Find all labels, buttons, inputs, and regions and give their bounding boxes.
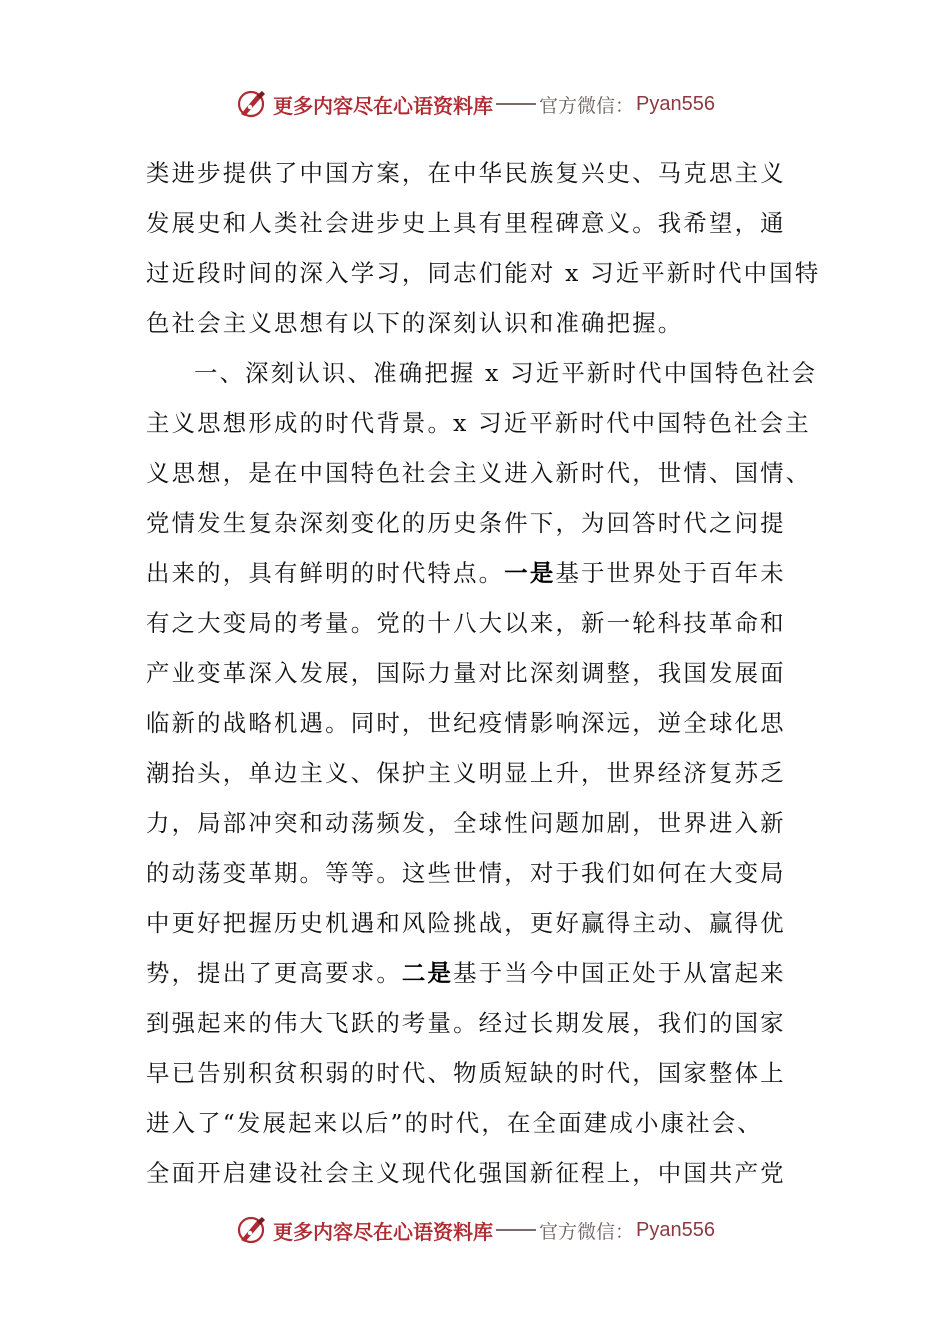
watermark-dash: [496, 103, 536, 105]
text-line: 色社会主义思想有以下的深刻认识和准确把握。: [146, 309, 684, 337]
header-watermark: [0, 84, 950, 124]
watermark-label: 官方微信：: [539, 94, 635, 117]
watermark-label: 官方微信：: [539, 1220, 635, 1243]
watermark-dash: [496, 1229, 536, 1231]
footer-watermark: [0, 1210, 950, 1250]
emphasis-first: 一是: [504, 559, 556, 587]
emphasis-second: 二是: [401, 959, 454, 987]
text-line: [146, 548, 806, 598]
text-line: 义思想，是在中国特色社会主义进入新时代，世情、国情、: [146, 459, 812, 487]
text-line: 全面开启建设社会主义现代化强国新征程上，中国共产党: [146, 1159, 786, 1187]
text-line: [146, 948, 806, 998]
text-line: 主义思想形成的时代背景。x 习近平新时代中国特色社会主: [146, 409, 811, 437]
text-line: 过近段时间的深入学习，同志们能对 x 习近平新时代中国特: [146, 259, 821, 287]
text-line: 产业变革深入发展，国际力量对比深刻调整，我国发展面: [146, 659, 786, 687]
pen-circle-logo-icon: [235, 1213, 269, 1247]
section-heading-line: 一、深刻认识、准确把握 x 习近平新时代中国特色社会: [194, 359, 818, 387]
text-line: 发展史和人类社会进步史上具有里程碑意义。我希望，通: [146, 209, 786, 237]
text-segment: 出来的，具有鲜明的时代特点。: [146, 559, 505, 587]
text-line: 中更好把握历史机遇和风险挑战，更好赢得主动、赢得优: [146, 909, 786, 937]
text-line: 力，局部冲突和动荡频发，全球性问题加剧，世界进入新: [146, 809, 786, 837]
text-segment: 基于世界处于百年未: [555, 559, 786, 587]
watermark-wechat-id: Pyan556: [636, 92, 715, 115]
pen-circle-logo-icon: [235, 87, 269, 121]
document-body: [146, 148, 821, 1198]
text-segment: 基于当今中国正处于从富起来: [453, 959, 786, 987]
watermark-brand: 更多内容尽在心语资料库: [273, 1219, 493, 1244]
text-line: 类进步提供了中国方案，在中华民族复兴史、马克思主义: [146, 159, 786, 187]
text-line: 临新的战略机遇。同时，世纪疫情影响深远，逆全球化思: [146, 709, 786, 737]
text-line: 党情发生复杂深刻变化的历史条件下，为回答时代之问提: [146, 509, 786, 537]
text-line: 到强起来的伟大飞跃的考量。经过长期发展，我们的国家: [146, 1009, 786, 1037]
text-line: 进入了“发展起来以后”的时代，在全面建成小康社会、: [146, 1109, 763, 1137]
watermark-wechat-id: Pyan556: [636, 1218, 715, 1241]
text-line: 有之大变局的考量。党的十八大以来，新一轮科技革命和: [146, 609, 786, 637]
text-line: 潮抬头，单边主义、保护主义明显上升，世界经济复苏乏: [146, 759, 786, 787]
text-line: 的动荡变革期。等等。这些世情，对于我们如何在大变局: [146, 859, 786, 887]
text-segment: 势，提出了更高要求。: [146, 959, 402, 987]
watermark-brand: 更多内容尽在心语资料库: [273, 93, 493, 118]
text-line: 早已告别积贫积弱的时代、物质短缺的时代，国家整体上: [146, 1059, 786, 1087]
